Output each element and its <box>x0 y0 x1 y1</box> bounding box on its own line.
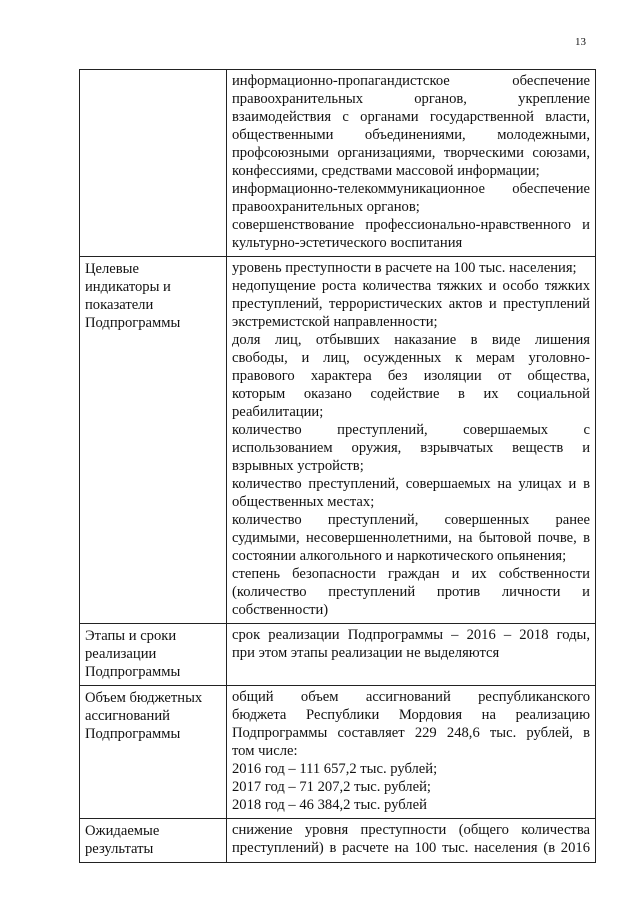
row-value-line: количество преступлений, совершаемых на улицах и в <box>232 476 590 492</box>
row-value-cell <box>227 819 596 863</box>
row-value-line: правового характера без изоляции от общества, <box>232 368 590 384</box>
row-value-line: общий объем ассигнований республиканского <box>232 689 590 705</box>
row-value-cell <box>227 70 596 257</box>
page-number: 13 <box>575 36 586 48</box>
row-value-line: Подпрограммы составляет 229 248,6 тыс. рублей, в <box>232 725 590 741</box>
row-value-line: правоохранительных органов; <box>232 199 420 215</box>
row-value-line: количество преступлений, совершенных ранее <box>232 512 590 528</box>
row-label-line: индикаторы и <box>85 279 171 295</box>
row-label-cell <box>80 686 227 819</box>
row-value-line: реабилитации; <box>232 404 324 420</box>
row-label-line: результаты <box>85 841 154 857</box>
row-label-line: Подпрограммы <box>85 664 181 680</box>
row-value-line: степень безопасности граждан и их собственности <box>232 566 590 582</box>
row-value-line: совершенствование профессионально-нравственного и <box>232 217 590 233</box>
row-label-line: показатели <box>85 297 154 313</box>
row-value-line: взаимодействия с органами государственной власти, <box>232 109 590 125</box>
row-value-line: недопущение роста количества тяжких и особо тяжких <box>232 278 590 294</box>
row-value-cell <box>227 686 596 819</box>
row-label-cell <box>80 257 227 624</box>
row-label-cell <box>80 70 227 257</box>
row-value-line: при этом этапы реализации не выделяются <box>232 645 500 661</box>
table-row <box>80 819 596 863</box>
row-value-line: профсоюзными организациями, творческими союзами, <box>232 145 590 161</box>
row-value-line: снижение уровня преступности (общего количества <box>232 822 590 838</box>
passport-table-body <box>80 70 596 863</box>
row-value-line: преступлений, террористических актов и преступлений <box>232 296 590 312</box>
row-value-line: которым оказано содействие в их социальной <box>232 386 590 402</box>
row-value-line: преступлений) в расчете на 100 тыс. населения (в 2016 <box>232 840 590 856</box>
row-label-line: Подпрограммы <box>85 726 181 742</box>
row-value-line: том числе: <box>232 743 298 759</box>
row-value-line: судимыми, несовершеннолетними, на бытовой почве, в <box>232 530 590 546</box>
row-label-line: ассигнований <box>85 708 170 724</box>
row-label-line: Этапы и сроки <box>85 628 177 644</box>
row-label-line: Объем бюджетных <box>85 690 203 706</box>
table-row <box>80 257 596 624</box>
row-value-line: уровень преступности в расчете на 100 тыс. населения; <box>232 260 577 276</box>
row-value-line: общественных местах; <box>232 494 375 510</box>
row-value-line: культурно-эстетического воспитания <box>232 235 463 251</box>
row-label-line: Целевые <box>85 261 139 277</box>
passport-table <box>79 69 596 863</box>
row-value-line: правоохранительных органов, укрепление <box>232 91 590 107</box>
table-row <box>80 624 596 686</box>
row-value-line: использованием оружия, взрывчатых веществ и <box>232 440 590 456</box>
row-value-line: информационно-пропагандистское обеспечение <box>232 73 590 89</box>
row-value-line: 2016 год – 111 657,2 тыс. рублей; <box>232 761 438 777</box>
row-value-line: 2017 год – 71 207,2 тыс. рублей; <box>232 779 431 795</box>
row-value-line: доля лиц, отбывших наказание в виде лишения <box>232 332 590 348</box>
row-label-line: Ожидаемые <box>85 823 160 839</box>
row-value-line: бюджета Республики Мордовия на реализацию <box>232 707 590 723</box>
row-label-cell <box>80 624 227 686</box>
row-value-line: 2018 год – 46 384,2 тыс. рублей <box>232 797 427 813</box>
row-label-line: реализации <box>85 646 157 662</box>
row-value-line: взрывных устройств; <box>232 458 364 474</box>
row-value-line: (количество преступлений против личности и <box>232 584 590 600</box>
row-value-line: состоянии алкогольного и наркотического опьянения; <box>232 548 567 564</box>
row-label-line: Подпрограммы <box>85 315 181 331</box>
row-value-line: конфессиями, средствами массовой информации; <box>232 163 540 179</box>
row-value-line: информационно-телекоммуникационное обеспечение <box>232 181 590 197</box>
table-row <box>80 686 596 819</box>
row-value-line: срок реализации Подпрограммы – 2016 – 2018 годы, <box>232 627 590 643</box>
row-label-cell <box>80 819 227 863</box>
row-value-line: количество преступлений, совершаемых с <box>232 422 590 438</box>
row-value-line: собственности) <box>232 602 329 618</box>
table-row <box>80 70 596 257</box>
row-value-line: свободы, и лиц, осужденных к мерам уголовно- <box>232 350 590 366</box>
row-value-cell <box>227 257 596 624</box>
row-value-cell <box>227 624 596 686</box>
row-value-line: общественными объединениями, молодежными, <box>232 127 590 143</box>
row-value-line: экстремистской направленности; <box>232 314 438 330</box>
